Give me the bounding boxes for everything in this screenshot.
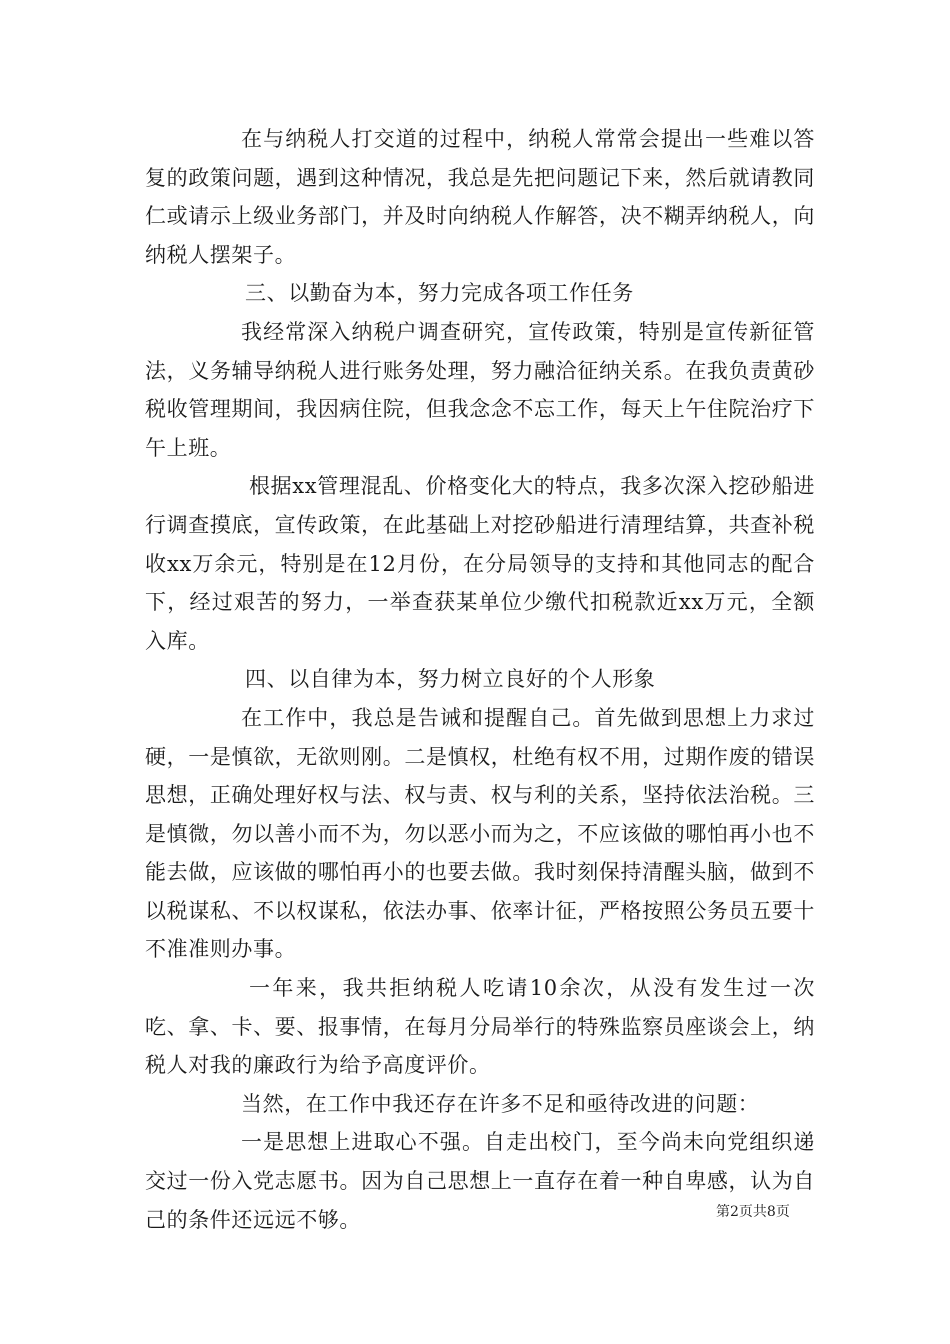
paragraph-shortcomings-intro: 当然，在工作中我还存在许多不足和亟待改进的问题： (241, 1091, 760, 1116)
document-body (145, 120, 815, 1239)
paragraph-taxpayer-communication: 在与纳税人打交道的过程中，纳税人常常会提出一些难以答复的政策问题，遇到这种情况，我总是先把问题记下来，然后就请教同仁或请示上级业务部门，并及时向纳税人作解答，决不糊弄纳税人，向纳税人摆架子。 (145, 127, 815, 267)
section-heading-self-discipline: 四、以自律为本，努力树立良好的个人形象 (245, 667, 656, 692)
paragraph-field-research: 我经常深入纳税户调查研究，宣传政策，特别是宣传新征管法，义务辅导纳税人进行账务处理，努力融洽征纳关系。在我负责黄砂税收管理期间，我因病住院，但我念念不忘工作，每天上午住院治疗下午上班。 (145, 319, 815, 460)
paragraph-sand-boat-audit: 根据xx管理混乱、价格变化大的特点，我多次深入挖砂船进行调查摸底，宣传政策，在此基础上对挖砂船进行清理结算，共查补税收xx万余元，特别是在12月份，在分局领导的支持和其他同志的配合下，经过艰苦的努力，一举查获某单位少缴代扣税款近xx万元，全额入库。 (145, 474, 815, 653)
paragraph-shortcoming-one: 一是思想上进取心不强。自走出校门，至今尚未向党组织递交过一份入党志愿书。因为自己思想上一直存在着一种自卑感，认为自己的条件还远远不够。 (145, 1130, 815, 1232)
section-heading-diligence: 三、以勤奋为本，努力完成各项工作任务 (245, 281, 634, 306)
paragraph-self-discipline: 在工作中，我总是告诫和提醒自己。首先做到思想上力求过硬，一是慎欲，无欲则刚。二是慎权，杜绝有权不用，过期作废的错误思想，正确处理好权与法、权与责、权与利的关系，坚持依法治税。三是慎微，勿以善小而不为，勿以恶小而为之，不应该做的哪怕再小也不能去做，应该做的哪怕再小的也要去做。我时刻保持清醒头脑，做到不以税谋私、不以权谋私，依法办事、依率计征，严格按照公务员五要十不准准则办事。 (145, 705, 815, 962)
paragraph-integrity-record: 一年来，我共拒纳税人吃请10余次，从没有发生过一次吃、拿、卡、要、报事情，在每月分局举行的特殊监察员座谈会上，纳税人对我的廉政行为给予高度评价。 (145, 976, 815, 1078)
page-number-footer: 第2页共8页 (716, 1204, 790, 1220)
